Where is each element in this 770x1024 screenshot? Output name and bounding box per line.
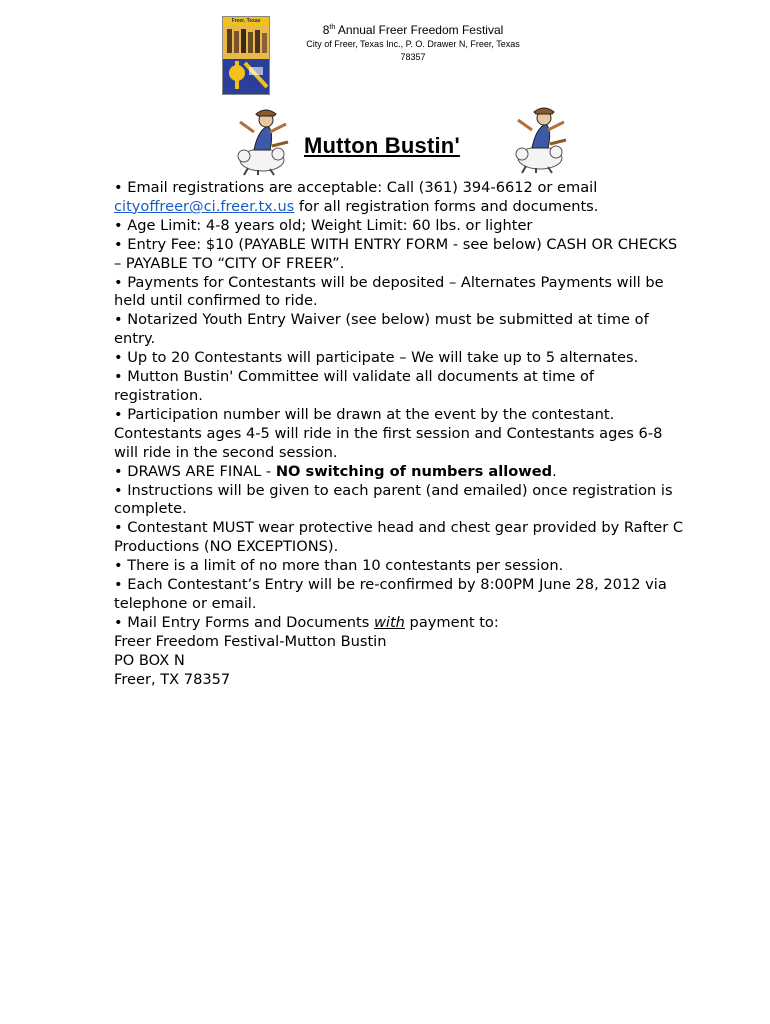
header-text [268, 20, 558, 64]
item-draws: • DRAWS ARE FINAL - NO switching of numbers allowed. [114, 462, 557, 480]
item-mail: • Mail Entry Forms and Documents with payment to: [114, 613, 499, 631]
item-committee: • Mutton Bustin' Committee will validate all documents at time of registration. [114, 368, 595, 404]
mail-address-2: PO BOX N [114, 651, 185, 669]
item-waiver: • Notarized Youth Entry Waiver (see below) must be submitted at time of entry. [114, 311, 649, 348]
address-line-1: City of Freer, Texas Inc., P. O. Drawer N, Freer, Texas [306, 39, 520, 49]
page-title: Mutton Bustin' [304, 133, 460, 158]
rules-list [114, 179, 684, 689]
item-email: • Email registrations are acceptable: Call (361) 394-6612 or email cityoffreer@ci.freer.tx.us for all registration forms and documents. [114, 179, 599, 215]
item-fee: • Entry Fee: $10 (PAYABLE WITH ENTRY FORM - see below) CASH OR CHECKS – PAYABLE TO “CITY OF FREER”. [114, 235, 678, 272]
item-limit: • There is a limit of no more than 10 contestants per session. [114, 557, 564, 575]
item-payments: • Payments for Contestants will be deposited – Alternates Payments will be held until confirmed to ride. [114, 273, 664, 310]
item-participation: • Participation number will be drawn at the event by the contestant. Contestants ages 4-5 will ride in the first session and Contestants ages 6-8 will ride in the second session. [114, 405, 663, 461]
item-age: • Age Limit: 4-8 years old; Weight Limit: 60 lbs. or lighter [114, 216, 533, 234]
item-instructions: • Instructions will be given to each parent (and emailed) once registration is complete. [114, 481, 673, 518]
mail-address-3: Freer, TX 78357 [114, 670, 231, 688]
item-reconfirm: • Each Contestant’s Entry will be re-confirmed by 8:00PM June 28, 2012 via telephone or email. [114, 576, 667, 612]
sheep-rider-clipart-right [506, 100, 574, 174]
address-line-2: 78357 [400, 52, 426, 62]
sheep-rider-clipart-left [228, 102, 296, 176]
festival-logo: Freer, Texas [222, 16, 270, 95]
mail-address-1: Freer Freedom Festival-Mutton Bustin [114, 632, 387, 650]
item-gear: • Contestant MUST wear protective head and chest gear provided by Rafter C Productions (NO EXCEPTIONS). [114, 519, 684, 556]
item-contestants: • Up to 20 Contestants will participate – We will take up to 5 alternates. [114, 349, 639, 367]
email-link[interactable]: cityoffreer@ci.freer.tx.us [114, 197, 295, 215]
festival-title: 8th Annual Freer Freedom Festival [322, 23, 504, 37]
logo-graphic [223, 17, 269, 94]
